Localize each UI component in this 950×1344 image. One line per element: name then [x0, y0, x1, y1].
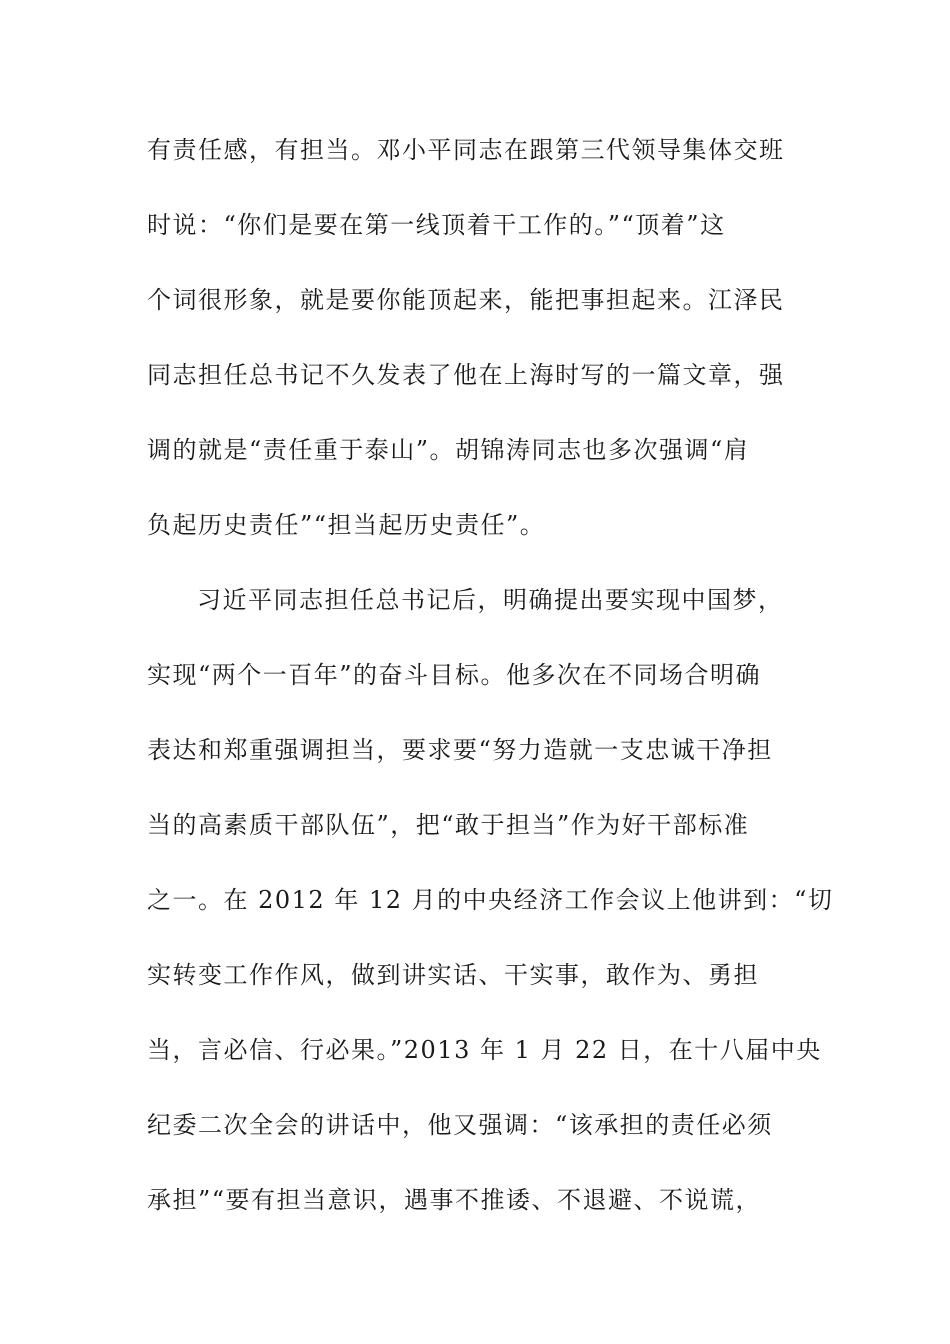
paragraph-start-line: 习近平同志担任总书记后，明确提出要实现中国梦，: [197, 586, 784, 614]
text-line: 承担”“要有担当意识，遇事不推诿、不退避、不说谎，: [147, 1186, 762, 1214]
text-line: 时说：“你们是要在第一线顶着干工作的。”“顶着”这: [147, 211, 726, 239]
text-line: 个词很形象，就是要你能顶起来，能把事担起来。江泽民: [147, 286, 785, 314]
body-text: [147, 126, 834, 1251]
text-line: 当的高素质干部队伍”，把“敢于担当”作为好干部标准: [147, 811, 750, 839]
text-line: 有责任感，有担当。邓小平同志在跟第三代领导集体交班: [147, 136, 785, 164]
text-line: 同志担任总书记不久发表了他在上海时写的一篇文章，强: [147, 361, 785, 389]
text-line: 纪委二次全会的讲话中，他又强调：“该承担的责任必须: [147, 1111, 773, 1139]
text-line: 实现“两个一百年”的奋斗目标。他多次在不同场合明确: [147, 661, 762, 689]
text-line: 实转变工作作风，做到讲实话、干实事，敢作为、勇担: [147, 961, 759, 989]
text-line: 调的就是“责任重于泰山”。胡锦涛同志也多次强调“肩: [147, 436, 750, 464]
text-line: 表达和郑重强调担当，要求要“努力造就一支忠诚干净担: [147, 736, 773, 764]
text-line: 负起历史责任”“担当起历史责任”。: [147, 511, 546, 539]
text-line: 之一。在 2012 年 12 月的中央经济工作会议上他讲到：“切: [147, 886, 834, 914]
text-line: 当，言必信、行必果。”2013 年 1 月 22 日，在十八届中央: [147, 1036, 822, 1064]
